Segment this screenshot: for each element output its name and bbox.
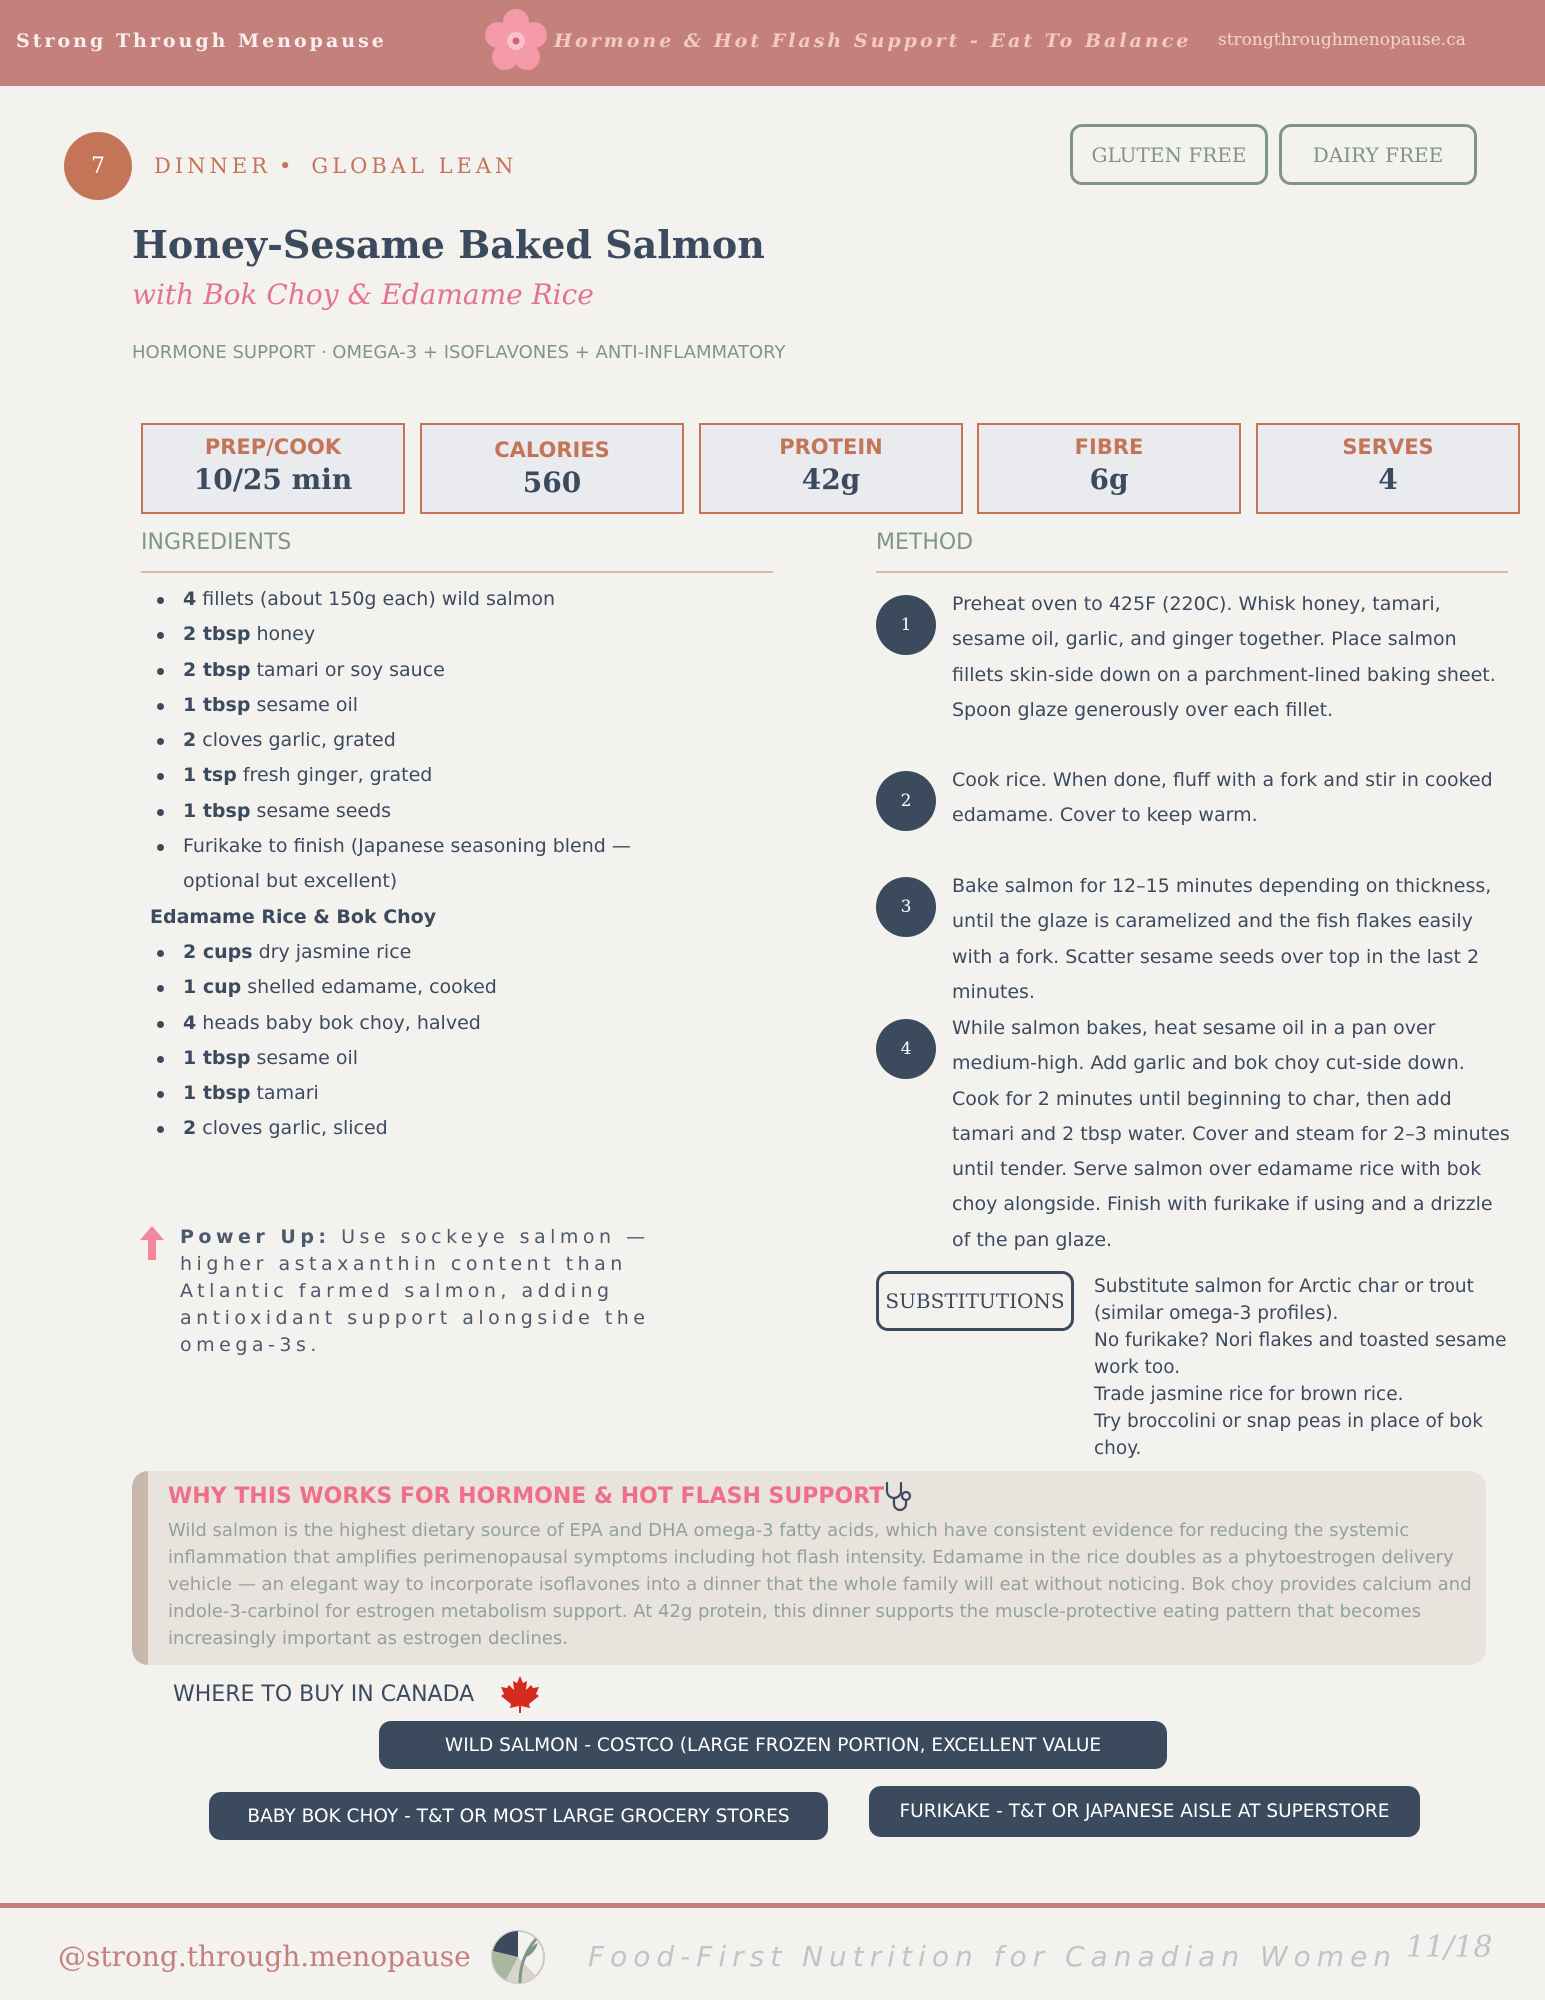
step-text: While salmon bakes, heat sesame oil in a pan over medium-high. Add garlic and bok choy cut-side down. Cook for 2 minutes until beginning to char, then add tamari and 2 tbsp water. Cover and steam for 2–3 minutes until tender. Serve salmon over edamame rice with bok choy alongside. Finish with furikake if using and a drizzle of the pan glaze.: [952, 1017, 1510, 1251]
ingredients-divider: [141, 571, 773, 573]
substitutions-badge: SUBSTITUTIONS: [876, 1271, 1074, 1331]
substitution-item: Trade jasmine rice for brown rice.: [1094, 1384, 1404, 1405]
stethoscope-icon: [883, 1481, 913, 1515]
header-tagline: Hormone & Hot Flash Support - Eat To Balance: [554, 30, 1192, 52]
substitutions-list: [1094, 1273, 1524, 1462]
substitution-item: Substitute salmon for Arctic char or trout (similar omega-3 profiles).: [1094, 1276, 1474, 1324]
ingredient-item: 4 fillets (about 150g each) wild salmon: [150, 582, 750, 617]
buy-item-bok-choy: BABY BOK CHOY - T&T OR MOST LARGE GROCERY STORES: [209, 1792, 828, 1840]
ingredient-item: 2 tbsp tamari or soy sauce: [150, 653, 750, 688]
why-title: WHY THIS WORKS FOR HORMONE & HOT FLASH SUPPORT: [168, 1484, 885, 1509]
recipe-number-badge: 7: [64, 132, 132, 200]
substitution-item: Try broccolini or snap peas in place of bok choy.: [1094, 1411, 1483, 1459]
step-number: 2: [876, 771, 936, 831]
ingredient-item: 1 tbsp tamari: [150, 1076, 750, 1111]
method-divider: [876, 571, 1508, 573]
ingredient-item: 1 tbsp sesame seeds: [150, 794, 750, 829]
ingredient-item: 1 cup shelled edamame, cooked: [150, 970, 750, 1005]
stat-fibre: [977, 423, 1241, 514]
top-banner: [0, 0, 1545, 86]
stat-serves: [1256, 423, 1520, 514]
stat-label: PREP/COOK: [204, 435, 342, 459]
stat-label: CALORIES: [494, 438, 610, 462]
gluten-free-badge: GLUTEN FREE: [1070, 124, 1268, 185]
meal-type: DINNER: [154, 154, 272, 178]
footer-divider: [0, 1903, 1545, 1908]
stat-label: SERVES: [1342, 435, 1434, 459]
recipe-benefits-tagline: HORMONE SUPPORT · OMEGA-3 + ISOFLAVONES + ANTI-INFLAMMATORY: [132, 342, 786, 363]
cherry-blossom-icon: [483, 8, 549, 74]
separator-dot: •: [279, 154, 296, 178]
stat-value: 560: [522, 466, 582, 499]
ingredient-subheading: Edamame Rice & Bok Choy: [150, 905, 437, 928]
ingredient-item: 1 tbsp sesame oil: [150, 688, 750, 723]
step-number: 1: [876, 595, 936, 655]
why-body-text: Wild salmon is the highest dietary source of EPA and DHA omega-3 fatty acids, which have consistent evidence for reducing the systemic inflammation that amplifies perimenopausal symptoms including hot flash intensity. Edamame in the rice doubles as a phytoestrogen delivery vehicle — an elegant way to incorporate isoflavones into a dinner that the whole family will eat without noticing. Bok choy provides calcium and indole-3-carbinol for estrogen metabolism support. At 42g protein, this dinner supports the muscle-protective eating pattern that becomes increasingly important as estrogen declines.: [168, 1520, 1472, 1649]
dairy-free-badge: DAIRY FREE: [1279, 124, 1477, 185]
stat-protein: [699, 423, 963, 514]
recipe-title: Honey-Sesame Baked Salmon: [132, 222, 765, 267]
maple-leaf-icon: [500, 1675, 540, 1713]
stat-calories: [420, 423, 684, 514]
website-link[interactable]: strongthroughmenopause.ca: [1218, 30, 1466, 50]
step-text: Bake salmon for 12–15 minutes depending on thickness, until the glaze is caramelized and the fish flakes easily with a fork. Scatter sesame seeds over top in the last 2 minutes.: [952, 875, 1492, 1003]
power-up-text: Power Up: Use sockeye salmon — higher astaxanthin content than Atlantic farmed salmon, adding antioxidant support alongside the omega-3s.: [180, 1226, 650, 1356]
ingredient-item: 1 tsp fresh ginger, grated: [150, 758, 750, 793]
recipe-subtitle: with Bok Choy & Edamame Rice: [132, 278, 594, 311]
stat-value: 4: [1378, 463, 1398, 496]
ingredient-item: 2 cloves garlic, sliced: [150, 1111, 750, 1146]
ingredient-item: 1 tbsp sesame oil: [150, 1041, 750, 1076]
ingredient-item: 2 cups dry jasmine rice: [150, 935, 750, 970]
meal-category: [154, 154, 517, 178]
ingredients-heading: INGREDIENTS: [141, 530, 292, 555]
step-text: Cook rice. When done, fluff with a fork and stir in cooked edamame. Cover to keep warm.: [952, 769, 1493, 827]
stat-label: FIBRE: [1074, 435, 1144, 459]
page-number: 11/18: [1406, 1930, 1493, 1965]
step-number: 3: [876, 877, 936, 937]
brand-name: Strong Through Menopause: [16, 30, 387, 52]
social-handle[interactable]: @strong.through.menopause: [58, 1940, 471, 1973]
stat-value: 42g: [801, 463, 861, 496]
buy-item-salmon: WILD SALMON - COSTCO (LARGE FROZEN PORTION, EXCELLENT VALUE: [379, 1721, 1167, 1769]
ingredients-list: [150, 582, 750, 1147]
step-number: 4: [876, 1019, 936, 1079]
stat-value: 6g: [1089, 463, 1129, 496]
stat-prep-cook: [141, 423, 405, 514]
method-heading: METHOD: [876, 530, 974, 555]
brand-logo-icon: [490, 1927, 546, 1987]
stat-label: PROTEIN: [779, 435, 883, 459]
step-text: Preheat oven to 425F (220C). Whisk honey, tamari, sesame oil, garlic, and ginger together. Place salmon fillets skin-side down on a parchment-lined baking sheet. Spoon glaze generously over each fillet.: [952, 593, 1496, 721]
stat-value: 10/25 min: [193, 463, 353, 496]
buy-item-furikake: FURIKAKE - T&T OR JAPANESE AISLE AT SUPERSTORE: [869, 1786, 1420, 1837]
cuisine-type: GLOBAL LEAN: [311, 154, 518, 178]
ingredient-item: 4 heads baby bok choy, halved: [150, 1006, 750, 1041]
ingredient-item: 2 tbsp honey: [150, 617, 750, 652]
footer-tagline: Food-First Nutrition for Canadian Women: [588, 1940, 1398, 1973]
ingredient-item: 2 cloves garlic, grated: [150, 723, 750, 758]
ingredient-item: Furikake to finish (Japanese seasoning blend — optional but excellent): [150, 829, 710, 900]
arrow-up-icon: [140, 1226, 164, 1260]
why-this-works-panel: [132, 1471, 1486, 1665]
where-to-buy-heading: WHERE TO BUY IN CANADA: [173, 1682, 475, 1707]
substitution-item: No furikake? Nori flakes and toasted sesame work too.: [1094, 1330, 1507, 1378]
